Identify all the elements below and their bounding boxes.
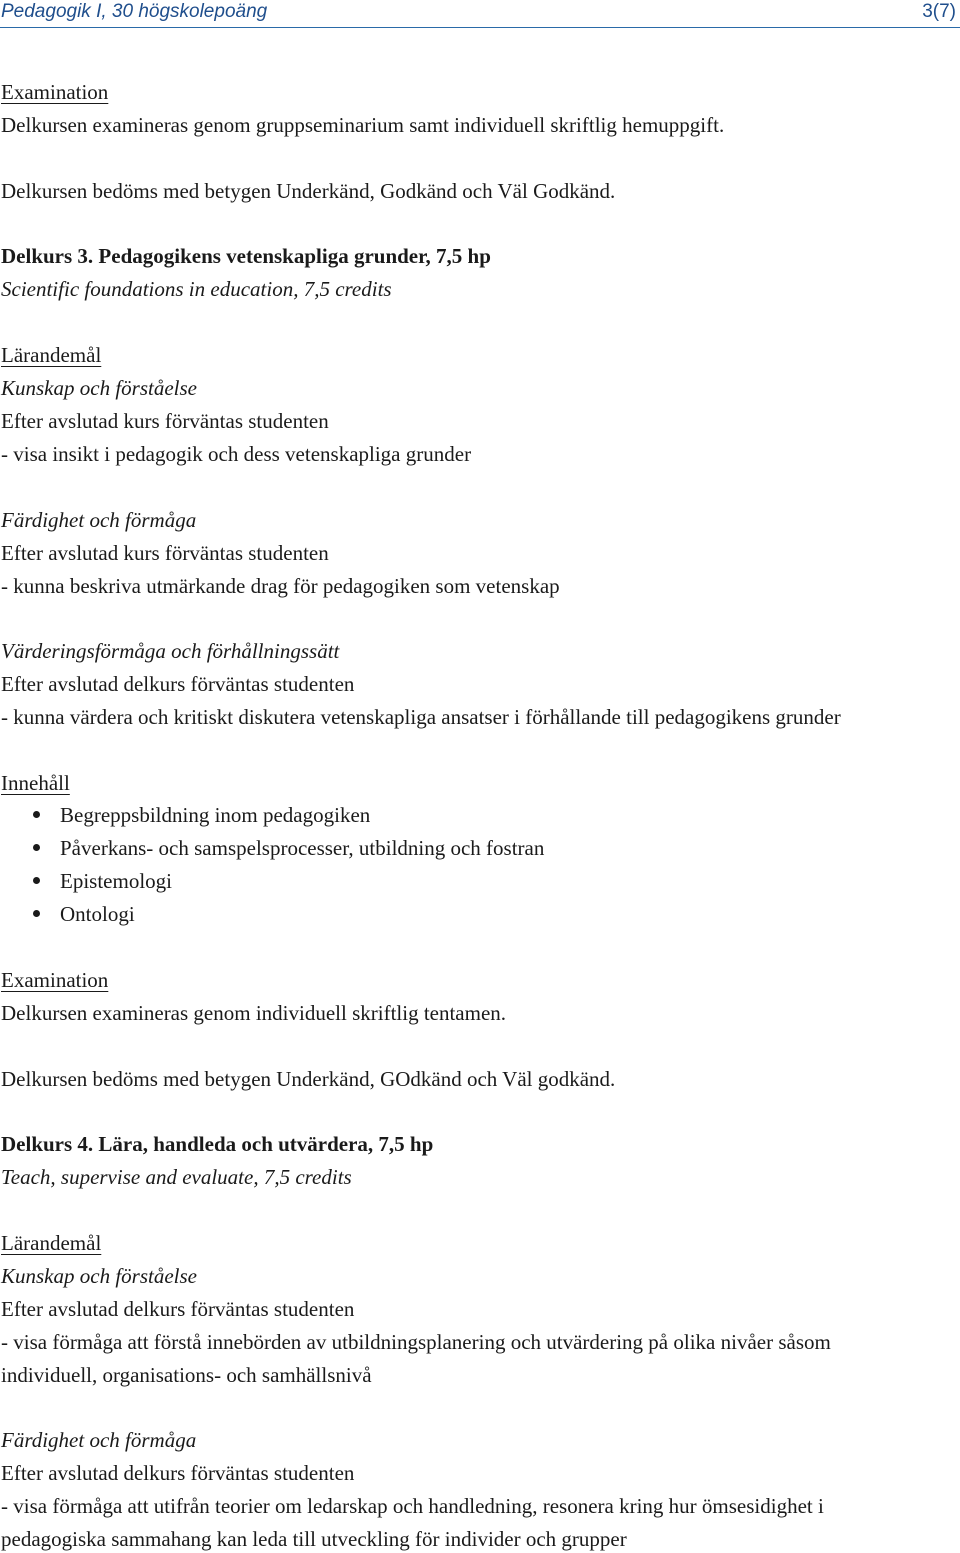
fardighet-intro: Efter avslutad kurs förväntas studenten (1, 541, 329, 565)
fardighet-item-line-2: pedagogiska sammahang kan leda till utveckling för individer och grupper (1, 1527, 627, 1551)
larandemal-heading: Lärandemål (1, 1231, 102, 1255)
fardighet-item: - kunna beskriva utmärkande drag för pedagogiken som vetenskap (1, 574, 560, 598)
kunskap-intro: Efter avslutad kurs förväntas studenten (1, 409, 329, 433)
page-header (0, 0, 960, 28)
examination-heading: Examination (1, 80, 109, 104)
innehall-heading: Innehåll (1, 771, 70, 795)
vardering-heading: Värderingsförmåga och förhållningssätt (1, 639, 340, 663)
kunskap-item: - visa insikt i pedagogik och dess vetenskapliga grunder (1, 442, 472, 466)
vardering-item: - kunna värdera och kritiskt diskutera vetenskapliga ansatser i förhållande till pedagogikens grunder (1, 705, 841, 729)
vardering-intro: Efter avslutad delkurs förväntas studenten (1, 672, 355, 696)
bullet-icon (33, 811, 40, 818)
page-number: 3(7) (922, 1, 956, 22)
kunskap-item-line-1: - visa förmåga att förstå innebörden av utbildningsplanering och utvärdering på olika nivåer såsom (1, 1330, 831, 1354)
fardighet-heading: Färdighet och förmåga (1, 508, 197, 532)
delkurs-4-title: Delkurs 4. Lära, handleda och utvärdera, 7,5 hp (1, 1132, 434, 1156)
bullet-icon (33, 877, 40, 884)
kunskap-intro: Efter avslutad delkurs förväntas studenten (1, 1297, 355, 1321)
grading-text: Delkursen bedöms med betygen Underkänd, Godkänd och Väl Godkänd. (1, 179, 616, 203)
delkurs-4-subtitle: Teach, supervise and evaluate, 7,5 credits (1, 1165, 352, 1189)
fardighet-heading: Färdighet och förmåga (1, 1428, 197, 1452)
bullet-icon (33, 844, 40, 851)
kunskap-heading: Kunskap och förståelse (1, 376, 197, 400)
grading-text: Delkursen bedöms med betygen Underkänd, GOdkänd och Väl godkänd. (1, 1067, 616, 1091)
fardighet-intro: Efter avslutad delkurs förväntas studenten (1, 1461, 355, 1485)
delkurs-3-subtitle: Scientific foundations in education, 7,5 credits (1, 277, 392, 301)
kunskap-item-line-2: individuell, organisations- och samhällsnivå (1, 1363, 372, 1387)
kunskap-heading: Kunskap och förståelse (1, 1264, 197, 1288)
bullet-icon (33, 910, 40, 917)
delkurs-3-title: Delkurs 3. Pedagogikens vetenskapliga grunder, 7,5 hp (1, 244, 491, 268)
document-title: Pedagogik I, 30 högskolepoäng (1, 1, 268, 22)
examination-text: Delkursen examineras genom gruppseminarium samt individuell skriftlig hemuppgift. (1, 113, 725, 137)
examination-text: Delkursen examineras genom individuell skriftlig tentamen. (1, 1001, 507, 1025)
larandemal-heading: Lärandemål (1, 343, 102, 367)
examination-heading: Examination (1, 968, 109, 992)
fardighet-item-line-1: - visa förmåga att utifrån teorier om ledarskap och handledning, resonera kring hur ömsesidighet i (1, 1494, 824, 1518)
